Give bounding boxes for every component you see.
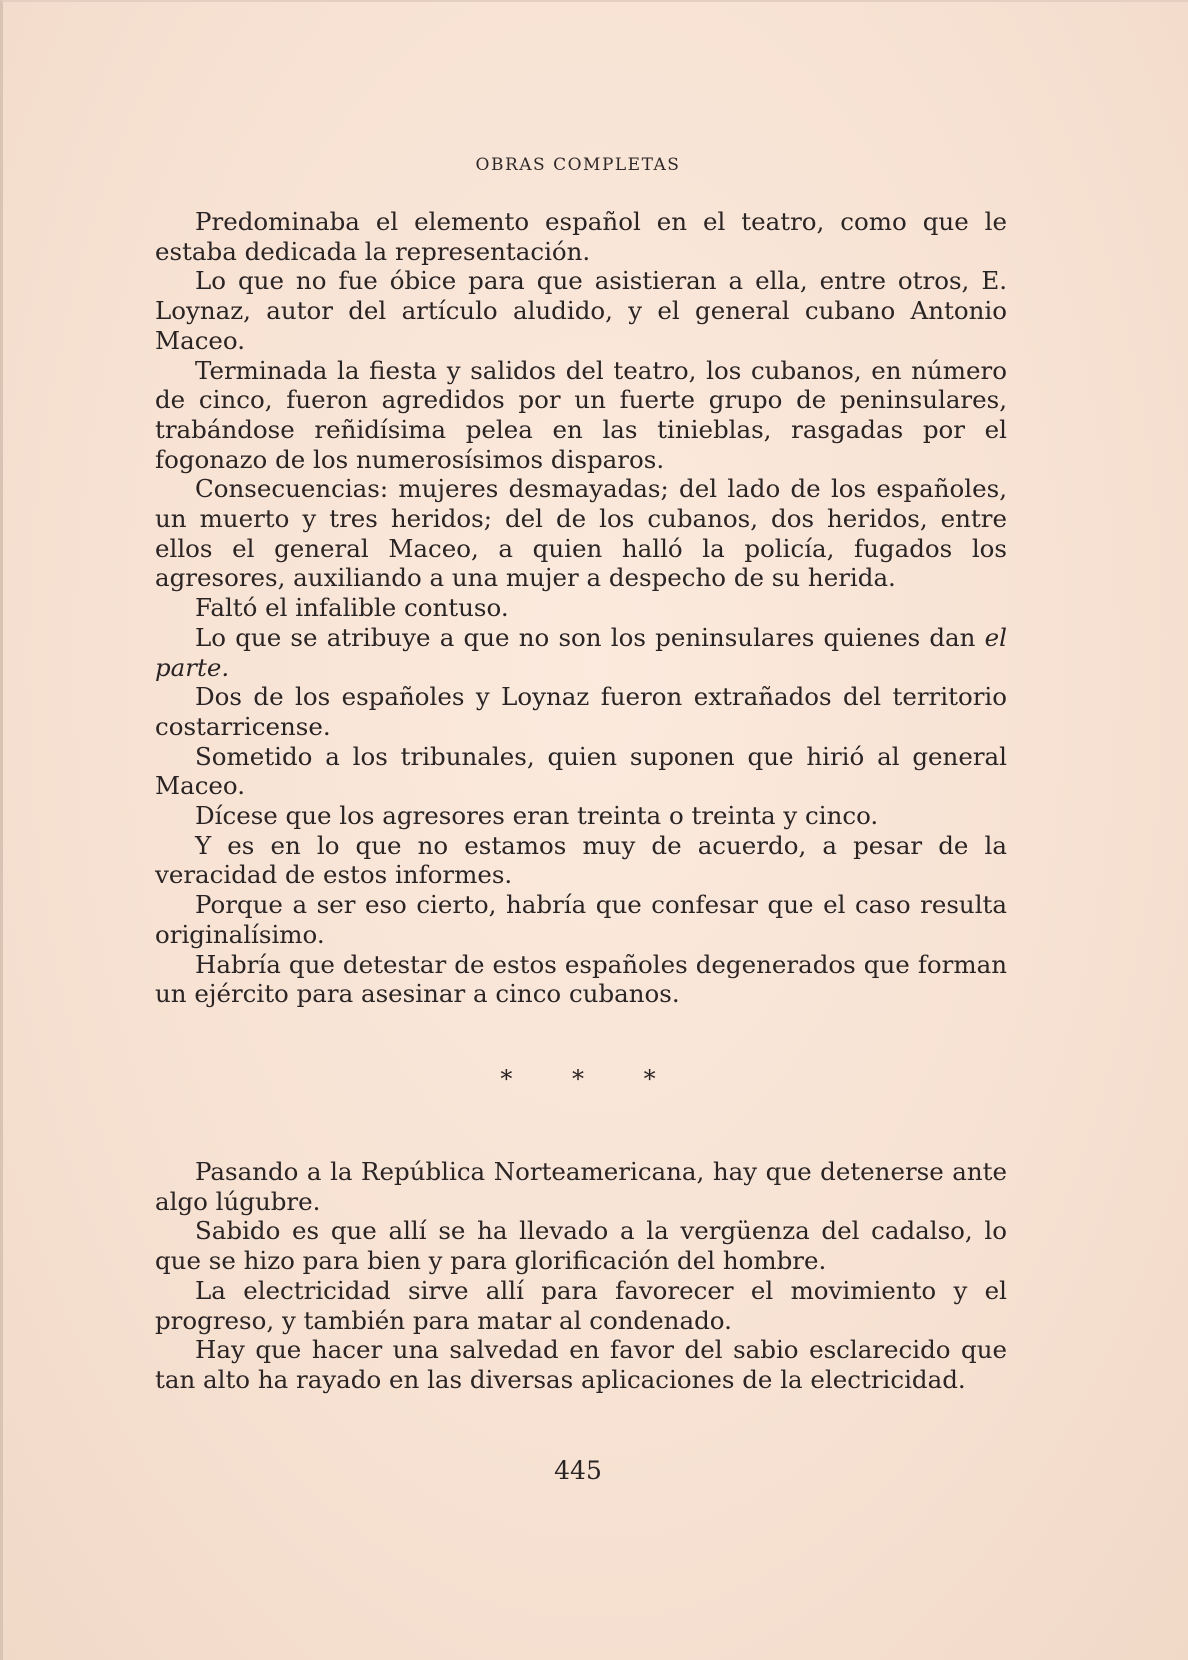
- paragraph: Terminada la fiesta y salidos del teatro, los cubanos, en número de cinco, fueron agredidos por un fuerte grupo de peninsulares, trabándose reñidísima pelea en las tinieblas, rasgadas por el fogonazo de los numerosísimos disparos.: [155, 355, 1007, 474]
- paragraph: Dos de los españoles y Loynaz fueron extrañados del territorio costarricense.: [155, 682, 1007, 741]
- paragraph: Dícese que los agresores eran treinta o treinta y cinco.: [195, 801, 879, 831]
- paragraph: Faltó el infalible contuso.: [195, 593, 509, 623]
- paragraph: Consecuencias: mujeres desmayadas; del lado de los españoles, un muerto y tres heridos; del de los cubanos, dos heridos, entre ellos el general Maceo, a quien halló la policía, fugados los agresores, auxiliando a una mujer a despecho de su herida.: [155, 474, 1007, 593]
- paragraph: Lo que no fue óbice para que asistieran a ella, entre otros, E. Loynaz, autor del artículo aludido, y el general cubano Antonio Maceo.: [155, 266, 1007, 355]
- section-separator: * * *: [500, 1065, 682, 1093]
- page-number: 445: [554, 1456, 602, 1485]
- text-section-2: [155, 1157, 1007, 1395]
- running-head: OBRAS COMPLETAS: [475, 155, 681, 175]
- paragraph: Pasando a la República Norteamericana, hay que detenerse ante algo lúgubre.: [155, 1157, 1007, 1216]
- paragraph: Habría que detestar de estos españoles degenerados que forman un ejército para asesinar a cinco cubanos.: [155, 949, 1007, 1009]
- paragraph: Predominaba el elemento español en el teatro, como que le estaba dedicada la representación.: [155, 207, 1007, 266]
- paragraph: Porque a ser eso cierto, habría que confesar que el caso resulta originalísimo.: [155, 890, 1007, 949]
- paragraph: Sometido a los tribunales, quien suponen que hirió al general Maceo.: [155, 741, 1007, 801]
- text-section-1: [155, 207, 1007, 1009]
- paragraph: La electricidad sirve allí para favorecer el movimiento y el progreso, y también para matar al condenado.: [155, 1275, 1007, 1335]
- paragraph: Hay que hacer una salvedad en favor del sabio esclarecido que tan alto ha rayado en las diversas aplicaciones de la electricidad.: [155, 1335, 1007, 1394]
- paragraph: [155, 623, 1007, 682]
- paragraph: Y es en lo que no estamos muy de acuerdo, a pesar de la veracidad de estos informes.: [155, 830, 1007, 890]
- paragraph-text: Lo que se atribuye a que no son los peninsulares quienes dan: [195, 622, 985, 652]
- italic-phrase: el parte.: [155, 622, 1007, 682]
- paragraph: Sabido es que allí se ha llevado a la vergüenza del cadalso, lo que se hizo para bien y para glorificación del hombre.: [155, 1216, 1007, 1276]
